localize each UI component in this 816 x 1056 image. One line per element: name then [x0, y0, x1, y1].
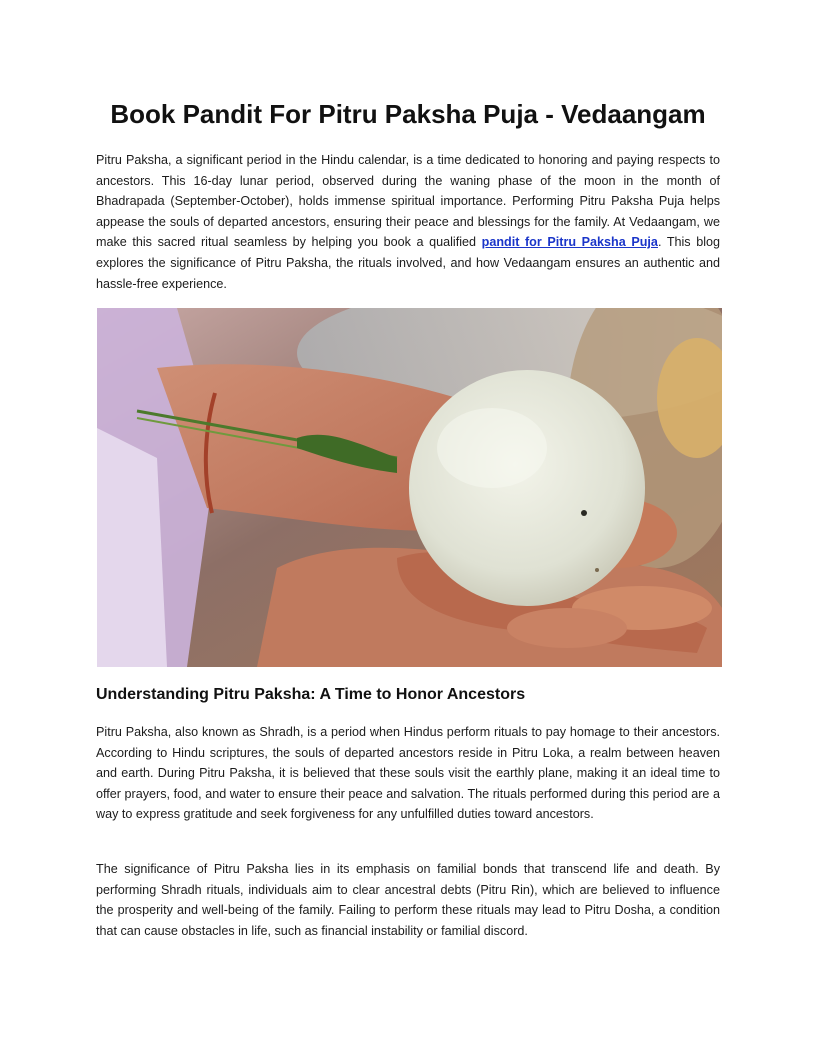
page-title: Book Pandit For Pitru Paksha Puja - Vedaangam — [110, 99, 706, 129]
intro-text-after-link: . This blog explores the significance of Pitru Paksha, the rituals involved, and how Vedaangam ensures an authentic and hassle-free experience. — [96, 235, 721, 291]
paragraph-shradh: Pitru Paksha, also known as Shradh, is a period when Hindus perform rituals to pay homage to their ancestors. According to Hindu scriptures, the souls of departed ancestors reside in Pitru Loka, a realm between heaven and earth. During Pitru Paksha, it is believed that these souls visit the earthly plane, making it an ideal time to offer prayers, food, and water to ensure their peace and salvation. The rituals performed during this period are a way to express gratitude and seek forgiveness for any unfulfilled duties toward ancestors. — [96, 725, 720, 822]
pinda-offering-photo — [97, 308, 722, 667]
paragraph-significance: The significance of Pitru Paksha lies in its emphasis on familial bonds that transcend life and death. By performing Shradh rituals, individuals aim to clear ancestral debts (Pitru Rin), which are believed to influence the prosperity and well-being of the family. Failing to perform these rituals may lead to Pitru Dosha, a condition that can cause obstacles in life, such as financial instability or familial discord. — [96, 862, 720, 938]
pandit-booking-link[interactable]: pandit for Pitru Paksha Puja — [481, 235, 658, 250]
pinda-offering-illustration — [97, 308, 722, 667]
intro-paragraph — [96, 150, 720, 294]
section-heading: Understanding Pitru Paksha: A Time to Honor Ancestors — [96, 686, 526, 703]
intro-text-before-link: Pitru Paksha, a significant period in the Hindu calendar, is a time dedicated to honoring and paying respects to ancestors. This 16-day lunar period, observed during the waning phase of the moon in the month of Bhadrapada (September-October), holds immense spiritual importance. Performing Pitru Paksha Puja helps appease the souls of departed ancestors, ensuring their peace and blessings for the family. At Vedaangam, we make this sacred ritual seamless by helping you book a qualified — [96, 153, 720, 250]
